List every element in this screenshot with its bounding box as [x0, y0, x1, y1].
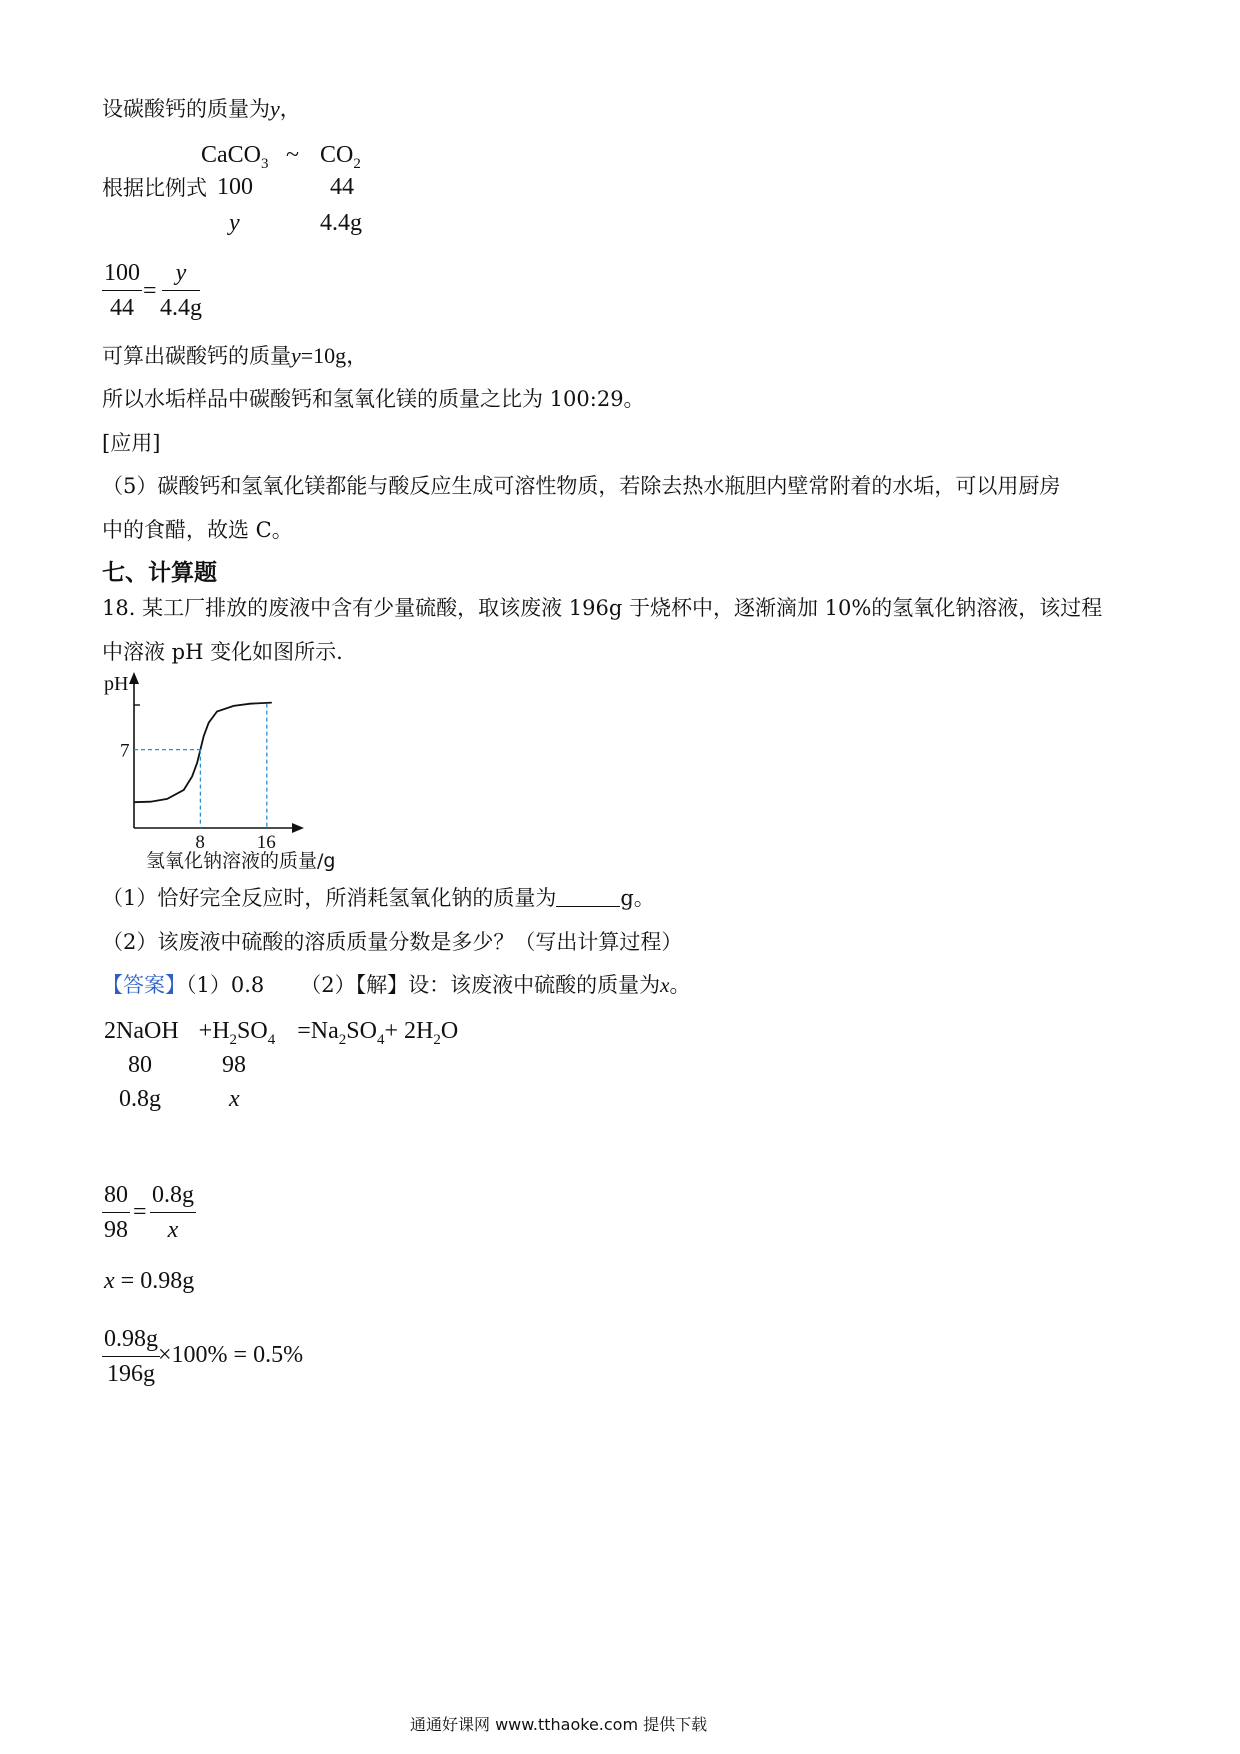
fraction-80-98: $\frac{80}{98}$ — [104, 1182, 128, 1243]
value-4-4g: 4.4g — [320, 210, 362, 236]
x-tick-8: 8 — [195, 832, 205, 853]
value-80: 80 — [128, 1052, 152, 1078]
chemical-equation: 2NaOH $+H_2SO_4 =Na_2SO_4+ 2H_2O$ — [104, 1018, 459, 1048]
var-y: y — [229, 210, 240, 236]
footer-text: 通通好课网 www.tthaoke.com 提供下载 — [410, 1715, 708, 1734]
ratio-label: 根据比例式 — [102, 176, 207, 200]
q18-sub-1: （1）恰好完全反应时，所消耗氢氧化钠的质量为 g。 — [102, 886, 655, 910]
fraction-0-8g-x: $\frac{0.8g}{x}$ — [152, 1182, 194, 1243]
q18-line-2: 中溶液 pH 变化如图所示. — [102, 640, 343, 664]
percentage-result: ×100% = 0.5% — [158, 1342, 304, 1368]
result-line: 可算出碳酸钙的质量y=10g， — [102, 343, 369, 368]
x-result: x = 0.98g — [104, 1268, 195, 1294]
y-axis-arrow — [129, 672, 139, 684]
value-0-8g: 0.8g — [119, 1086, 161, 1112]
var-x: x — [229, 1086, 240, 1112]
caco3-formula: CaCO$_3$ — [201, 142, 269, 172]
apply-label: [应用] — [102, 431, 161, 455]
tilde: ~ — [286, 142, 299, 168]
x-axis-label: 氢氧化钠溶液的质量/g — [146, 850, 336, 872]
ratio-conclusion: 所以水垢样品中碳酸钙和氢氧化镁的质量之比为 100:29。 — [102, 387, 645, 411]
x-axis-arrow — [292, 823, 304, 833]
value-100: 100 — [217, 174, 253, 200]
fraction-y-4-4g: $\frac{y}{4.4g}$ — [160, 260, 202, 321]
q5-line-1: （5）碳酸钙和氢氧化镁都能与酸反应生成可溶性物质，若除去热水瓶胆内壁常附着的水垢，可以用厨房 — [102, 474, 1061, 498]
value-98: 98 — [222, 1052, 246, 1078]
q18-line-1: 18. 某工厂排放的废液中含有少量硫酸，取该废液 196g 于烧杯中，逐渐滴加 10%的氢氧化钠溶液，该过程 — [102, 596, 1103, 620]
equals-sign: = — [143, 278, 157, 304]
answer-tag: 【答案】 — [102, 973, 186, 997]
answer-line: 【答案】（1）0.8 （2）【解】设：该废液中硫酸的质量为x。 — [102, 973, 691, 997]
y-tick-7: 7 — [120, 740, 130, 762]
q18-sub-2: （2）该废液中硫酸的溶质质量分数是多少？（写出计算过程） — [102, 930, 683, 954]
co2-formula: $CO_2$ — [320, 142, 361, 172]
fraction-100-44: $\frac{100}{44}$ — [104, 260, 140, 321]
equals-sign-2: = — [133, 1199, 147, 1225]
value-44: 44 — [330, 174, 354, 200]
x-tick-16: 16 — [256, 832, 276, 853]
answer-blank[interactable] — [556, 886, 620, 907]
intro-line: 设碳酸钙的质量为y， — [102, 96, 301, 121]
section-heading: 七、计算题 — [102, 560, 217, 586]
ph-curve — [134, 703, 272, 803]
q5-line-2: 中的食醋，故选 C。 — [102, 518, 293, 542]
y-axis-label: pH — [104, 673, 129, 695]
fraction-0-98g-196g: $\frac{0.98g}{196g}$ — [104, 1326, 158, 1387]
